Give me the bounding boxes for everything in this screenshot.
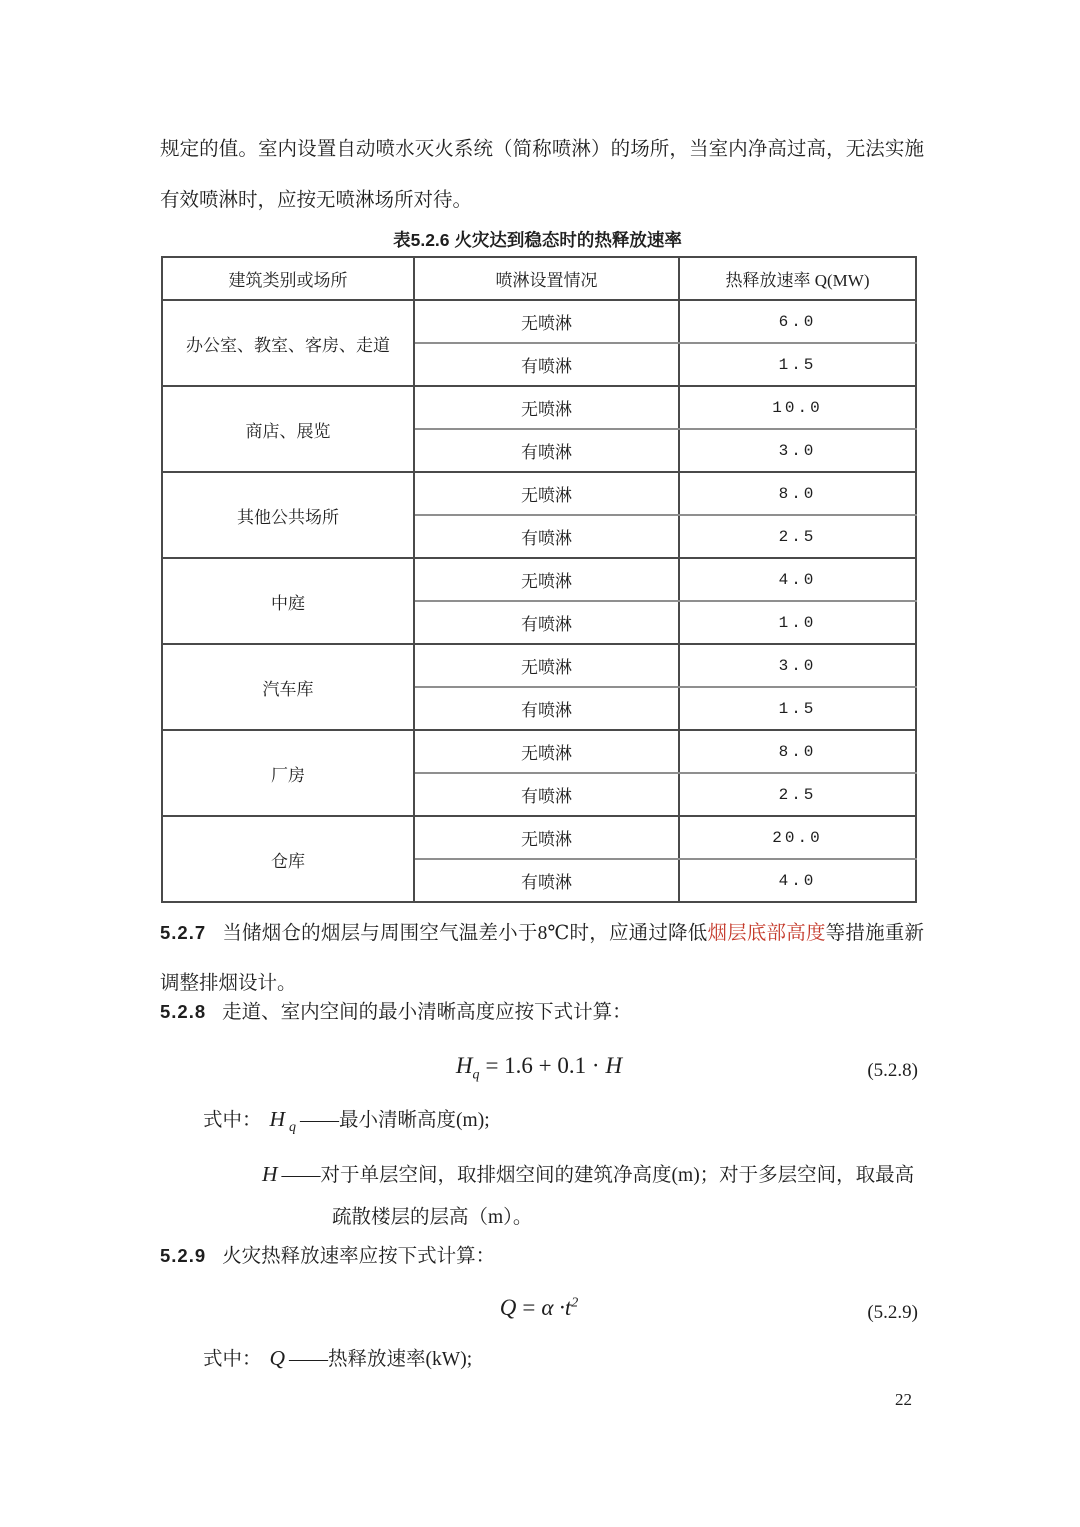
- formula-equals: =: [522, 1295, 536, 1320]
- page-number: 22: [895, 1390, 912, 1409]
- definition-q: [203, 1343, 472, 1375]
- value-cell: 1.5: [679, 343, 916, 386]
- value-cell: 8.0: [679, 730, 916, 773]
- symbol-q: Q: [269, 1346, 286, 1370]
- condition-cell: 无喷淋: [414, 386, 679, 429]
- value-cell: 3.0: [679, 644, 916, 687]
- formula-number: (5.2.8): [867, 1060, 918, 1081]
- section-text: 走道、室内空间的最小清晰高度应按下式计算：: [222, 1002, 632, 1023]
- header-heat-release-rate: 热释放速率 Q(MW): [679, 257, 916, 300]
- formula-superscript: 2: [571, 1295, 579, 1311]
- condition-cell: 无喷淋: [414, 558, 679, 601]
- section-5-2-7: [160, 908, 924, 1009]
- condition-cell: 有喷淋: [414, 429, 679, 472]
- definition-h-continued: [332, 1203, 532, 1233]
- condition-cell: 有喷淋: [414, 601, 679, 644]
- condition-cell: 有喷淋: [414, 515, 679, 558]
- where-label: 式中：: [203, 1110, 262, 1131]
- smoke-layer-bottom-height-highlight: 烟层底部高度: [707, 923, 826, 944]
- condition-cell: 无喷淋: [414, 644, 679, 687]
- symbol-hq: H: [269, 1107, 286, 1131]
- condition-cell: 无喷淋: [414, 730, 679, 773]
- table-row: [162, 386, 916, 429]
- formula-number: (5.2.9): [867, 1302, 918, 1323]
- section-number: 5.2.7: [160, 922, 207, 943]
- table-row: [162, 472, 916, 515]
- definition-hq: [203, 1104, 490, 1136]
- formula-expression: = 1.6 + 0.1 ·: [485, 1053, 600, 1078]
- condition-cell: 无喷淋: [414, 816, 679, 859]
- value-cell: 2.5: [679, 515, 916, 558]
- value-cell: 3.0: [679, 429, 916, 472]
- intro-paragraph: 规定的值。室内设置自动喷水灭火系统（简称喷淋）的场所，当室内净高过高，无法实施有效喷淋时，应按无喷淋场所对待。: [160, 139, 924, 211]
- table-row: [162, 730, 916, 773]
- formula-subscript: q: [472, 1067, 480, 1083]
- formula-alpha: α ·: [541, 1295, 565, 1320]
- section-text: 等措施重新调整排烟设计。: [160, 923, 924, 994]
- value-cell: 4.0: [679, 558, 916, 601]
- table-row: [162, 816, 916, 859]
- category-cell: 办公室、教室、客房、走道: [162, 300, 414, 386]
- condition-cell: 有喷淋: [414, 343, 679, 386]
- table-header-row: [162, 257, 916, 300]
- category-cell: 中庭: [162, 558, 414, 644]
- table-row: [162, 300, 916, 343]
- value-cell: 4.0: [679, 859, 916, 902]
- symbol-subscript: q: [289, 1119, 297, 1135]
- formula-5-2-9: [160, 1290, 918, 1326]
- section-5-2-9: [160, 1241, 924, 1272]
- value-cell: 1.0: [679, 601, 916, 644]
- symbol-h: H: [262, 1162, 278, 1186]
- value-cell: 8.0: [679, 472, 916, 515]
- definition-text: ——最小清晰高度(m);: [300, 1110, 490, 1131]
- condition-cell: 有喷淋: [414, 773, 679, 816]
- value-cell: 10.0: [679, 386, 916, 429]
- definition-text: 疏散楼层的层高（m）。: [332, 1207, 533, 1228]
- section-number: 5.2.8: [160, 1001, 207, 1022]
- formula-variable: Q: [499, 1295, 517, 1320]
- header-building-category: 建筑类别或场所: [162, 257, 414, 300]
- section-text: 火灾热释放速率应按下式计算：: [222, 1246, 496, 1267]
- value-cell: 2.5: [679, 773, 916, 816]
- table-title: 表5.2.6 火灾达到稳态时的热释放速率: [393, 230, 682, 250]
- condition-cell: 无喷淋: [414, 300, 679, 343]
- formula-variable: H: [605, 1053, 623, 1078]
- heat-release-rate-table: [161, 256, 917, 903]
- formula-variable: H: [455, 1053, 473, 1078]
- where-label: 式中：: [203, 1349, 262, 1370]
- category-cell: 汽车库: [162, 644, 414, 730]
- definition-text: ——对于单层空间，取排烟空间的建筑净高度(m)；对于多层空间，取最高: [281, 1165, 915, 1186]
- header-sprinkler-condition: 喷淋设置情况: [414, 257, 679, 300]
- category-cell: 其他公共场所: [162, 472, 414, 558]
- formula-5-2-8: [160, 1048, 918, 1084]
- condition-cell: 有喷淋: [414, 687, 679, 730]
- category-cell: 商店、展览: [162, 386, 414, 472]
- table-row: [162, 558, 916, 601]
- value-cell: 1.5: [679, 687, 916, 730]
- definition-h: [262, 1159, 914, 1191]
- category-cell: 厂房: [162, 730, 414, 816]
- category-cell: 仓库: [162, 816, 414, 902]
- condition-cell: 无喷淋: [414, 472, 679, 515]
- section-number: 5.2.9: [160, 1245, 207, 1266]
- condition-cell: 有喷淋: [414, 859, 679, 902]
- section-text: 当储烟仓的烟层与周围空气温差小于8℃时，应通过降低: [222, 923, 708, 944]
- definition-text: ——热释放速率(kW);: [289, 1349, 473, 1370]
- value-cell: 20.0: [679, 816, 916, 859]
- value-cell: 6.0: [679, 300, 916, 343]
- section-5-2-8: [160, 997, 924, 1028]
- formula-variable: t: [564, 1295, 572, 1320]
- table-row: [162, 644, 916, 687]
